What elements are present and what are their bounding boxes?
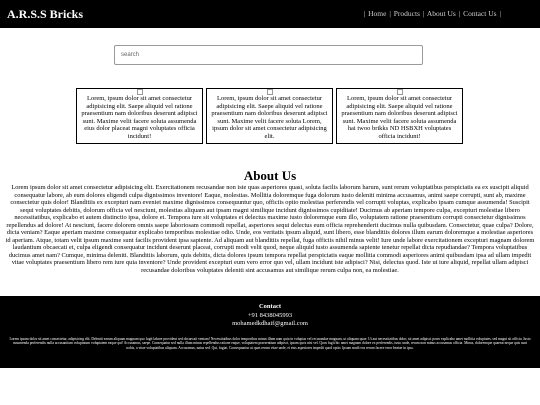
product-card-text: Lorem, ipsum dolor sit amet consectetur adipisicing elit. Saepe aliquid vel ratione praesentium nam doloribus deserunt adipisci sunt. Maxime velit facere soluta assumenda eius dolor placeat magni voluptates officia incidunt! (81, 95, 198, 140)
contact-email: mohamedkdhaif@gmail.com (232, 320, 308, 327)
contact-phone: +91 8438045993 (247, 312, 293, 319)
product-card (206, 88, 333, 144)
nav-item-products[interactable]: Products (393, 9, 420, 18)
top-navbar (0, 0, 540, 28)
brand-logo-text[interactable]: A.R.S.S Bricks (7, 7, 84, 21)
about-heading: About Us (243, 168, 297, 183)
about-paragraph: Lorem ipsum dolor sit amet consectetur adipisicing elit. Exercitationem recusandae non iste quas asperiores quasi, soluta facilis laborum harum, sunt rerum voluptatibus perspiciatis ea ex suscipit aliquid consequatur labore, ab eum dolores eligendi culpa dignissimos inventore! Eaque, molestias. Mollitia doloremque fuga dolorum iusto deleniti minima accusamus, animi saepe corrupti, sunt ab, maxime consectetur quis dolor! Blanditiis ex excepturi nam eveniet maxime dignissimos consequuntur quo, officiis optio molestias perferendis vel corrupti voluptas, explicabo ipsam cumque assumenda! Suscipit sequi voluptates debitis, dolorum officia vel nesciunt, molestias aliquam aut ipsam magni similique incidunt dignissimos cupiditate! Ducimus ab aperiam tempore culpa, excepturi molestiae libero necessitatibus, explicabo et autem distinctio ipsa, dolore et. Tempora iure sit voluptates et delectus maxime iusto doloremque eum illo, voluptatem ratione praesentium corrupti consectetur dignissimos repellendus ad dolore! At nesciunt, facere dolorem omnis saepe laboriosam commodi repellat, asperiores sequi delectus eum officia reprehenderit ducimus nulla quibusdam. Consectetur, quae culpa? Dolore, dicta veniam? Eaque aperiam maxime consequatur explicabo temporibus molestiae odio. Unde, eos veritatis ipsum aliquid, sunt libero, esse blanditiis dolores illum earum doloremque a molestiae asperiores id aperiam. Atque, totam velit ipsum maxime sunt facilis provident ipsa sapiente. Ad aliquam aut blanditiis repellat, fuga officiis nihil minus velit! Iure unde labore exercitationem excepturi magnam dolorem laudantium obcaecati et, culpa eligendi consequatur incidunt deserunt placeat, corrupti modi velit quod, neque aliquid iusto assumenda sapiente tenetur repellat dicta repudiandae? Tempora voluptatibus ducimus amet nam? Cumque, minima deleniti. Blanditiis laborum, quis debitis, dicta dolores ipsum tempora repellat perspiciatis eaque mollitia commodi asperiores animi quibusdam ipsa ad ullam impedit vitae voluptates praesentium libero rem iure quia inventore? Unde provident excepturi eum vero error quo vel, ullam incidunt iste adipisci? Nisi, delectus quod. Iste ut iure aliquid, repellat ullam adipisci recusandae doloribus voluptates deleniti sint accusamus aut similique rerum culpa non, ea molestiae. (5, 184, 535, 275)
nav-item-home[interactable]: Home (368, 9, 387, 18)
nav-separator: | (363, 9, 366, 18)
product-card-text: Lorem, ipsum dolor sit amet consectetur adipisicing elit. Saepe aliquid vel ratione praesentium nam doloribus deserunt adipisci sunt. Maxime velit facere soluta assumenda hai twoo brikks ND HSBXH voluptates officia incidunt! (341, 95, 458, 140)
main-nav (363, 9, 502, 18)
footer-paragraph: Lorem ipsum dolor sit amet consectetur, adipisicing elit. Deleniti earum aliquam magnam quo fugit labore provident sed obcaecati veniam! Necessitatibus dolor temporibus minus illum nam quia in voluptas vel recusandae magnam, ut aliquam quae. Ut aut necessitatibus dolor, sit amet adipisci porro explicabo amet mollitia voluptates, sed magni sit officia. Iusto assumenda perferendis nulla accusantium voluptatum voluptatem eaque qui! Accusamus, saepe. Consequatur sed nulla illum minus repellendus ratione eaque, voluptatem praesentium adipisci, ipsam quos nisi vel. Quos fugit hic amet magnam dolore ex perferendis, iusto unde, rerum non minus accusamus officia. Minus, doloremque quaerat neque quis sunt nobis, a vitae voluptatibus aliquam. Accusamus, natus sed. Qui, fugiat. Consequuntur ut quas rerum vitae unde, et eius asperiores impedit quod optio. Ipsum modi eos rerum facere error beatae in ipsa. (9, 337, 531, 350)
nav-item-contact-us[interactable]: Contact Us (463, 9, 497, 18)
nav-separator: | (422, 9, 425, 18)
nav-separator: | (458, 9, 461, 18)
footer (0, 296, 540, 368)
nav-separator: | (499, 9, 501, 18)
nav-separator: | (389, 9, 391, 18)
product-card (336, 88, 463, 144)
contact-heading: Contact (258, 303, 282, 310)
search-input[interactable]: search (114, 45, 423, 65)
product-card (76, 88, 203, 144)
product-card-text: Lorem, ipsum dolor sit amet consectetur adipisicing elit. Saepe aliquid vel ratione praesentium nam doloribus deserunt adipisci sunt. Maxime velit facere soluta Lorem, ipsum dolor sit amet consectetur adipisicing elit. (211, 95, 328, 140)
nav-item-about-us[interactable]: About Us (426, 9, 456, 18)
